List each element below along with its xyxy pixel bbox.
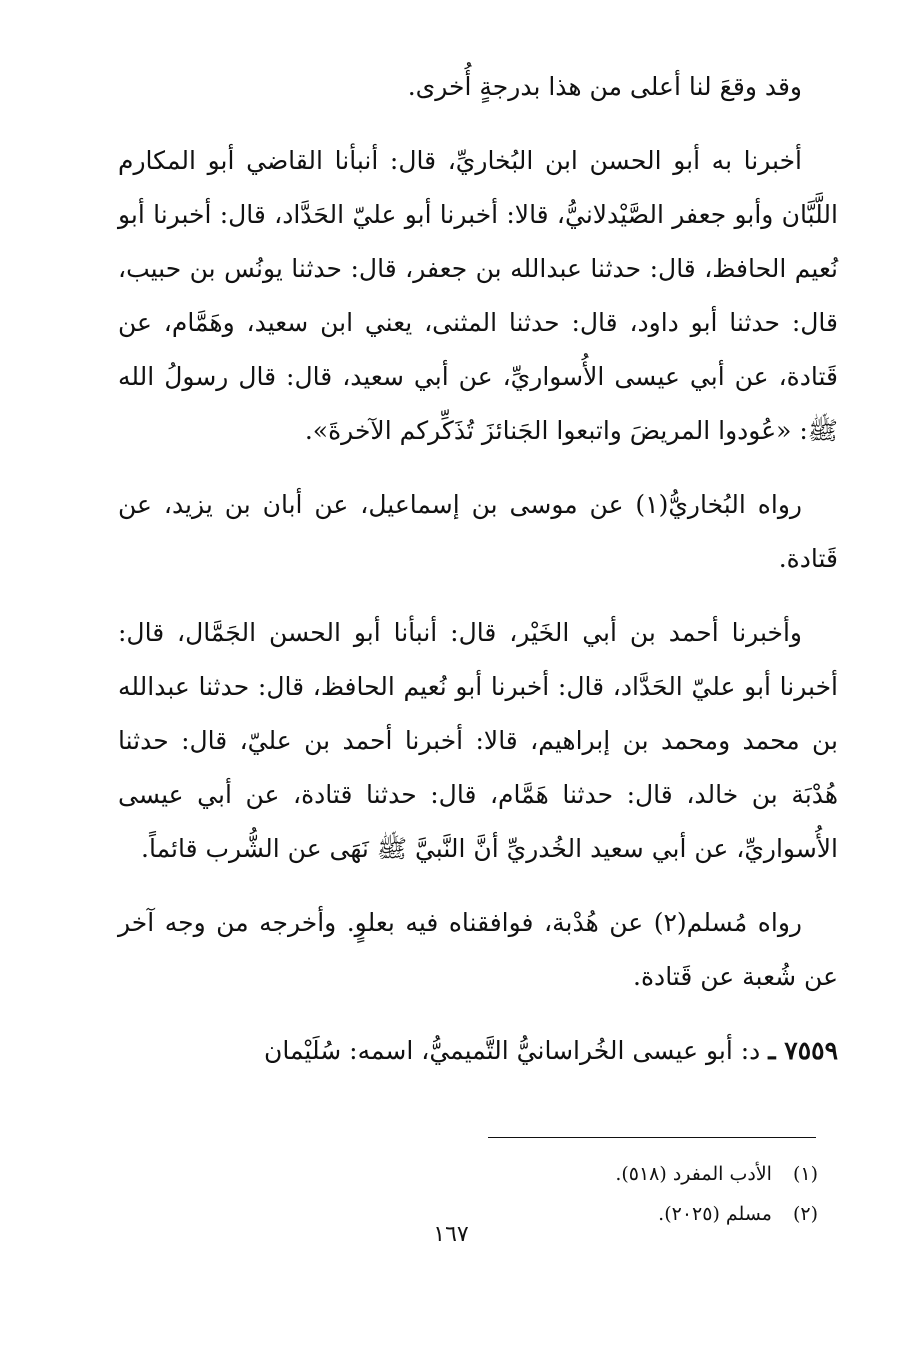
footnote-text: الأدب المفرد (٥١٨). — [615, 1163, 772, 1185]
footnote-item — [300, 1154, 818, 1194]
paragraph: أخبرنا به أبو الحسن ابن البُخاريِّ، قال: أنبأنا القاضي أبو المكارم اللَّبَّان وأبو جعفر الصَّيْدلانيُّ، قالا: أخبرنا أبو عليّ الحَدَّاد، قال: أخبرنا أبو نُعيم الحافظ، قال: حدثنا عبدالله بن جعفر، قال: حدثنا يونُس بن حبيب، قال: حدثنا أبو داود، قال: حدثنا المثنى، يعني ابن سعيد، وهَمَّام، عن قَتادة، عن أبي عيسى الأُسواريِّ، عن أبي سعيد، قال: قال رسولُ الله ﷺ: «عُودوا المريضَ واتبعوا الجَنائزَ تُذَكِّركم الآخرةَ». — [118, 146, 838, 445]
entry-heading — [118, 1024, 838, 1078]
entry-number: ٧٥٥٩ ـ — [768, 1036, 838, 1065]
footnote-text: مسلم (٢٠٢٥). — [658, 1203, 772, 1225]
page-body — [118, 60, 838, 1098]
paragraph: رواه البُخاريُّ(١) عن موسى بن إسماعيل، عن أبان بن يزيد، عن قَتادة. — [118, 490, 838, 573]
paragraph: وقد وقعَ لنا أعلى من هذا بدرجةٍ أُخرى. — [407, 72, 802, 101]
footnote-divider — [488, 1137, 816, 1138]
footnote-number: (٢) — [792, 1203, 818, 1225]
entry-text: د: أبو عيسى الخُراسانيُّ التَّميميُّ، اسمه: سُلَيْمان — [264, 1036, 761, 1065]
footnote-number: (١) — [792, 1163, 818, 1185]
page-number: ١٦٧ — [433, 1222, 469, 1247]
paragraph: رواه مُسلم(٢) عن هُدْبة، فوافقناه فيه بعلوٍ. وأخرجه من وجه آخر عن شُعبة عن قَتادة. — [118, 908, 838, 991]
paragraph: وأخبرنا أحمد بن أبي الخَيْر، قال: أنبأنا أبو الحسن الجَمَّال، قال: أخبرنا أبو عليّ الحَدَّاد، قال: أخبرنا أبو نُعيم الحافظ، قال: حدثنا عبدالله بن محمد ومحمد بن إبراهيم، قالا: أخبرنا أحمد بن عليّ، قال: حدثنا هُدْبَة بن خالد، قال: حدثنا هَمَّام، قال: حدثنا قتادة، عن أبي عيسى الأُسواريِّ، عن أبي سعيد الخُدريِّ أنَّ النَّبيَّ ﷺ نَهَى عن الشُّرب قائماً. — [118, 618, 838, 863]
